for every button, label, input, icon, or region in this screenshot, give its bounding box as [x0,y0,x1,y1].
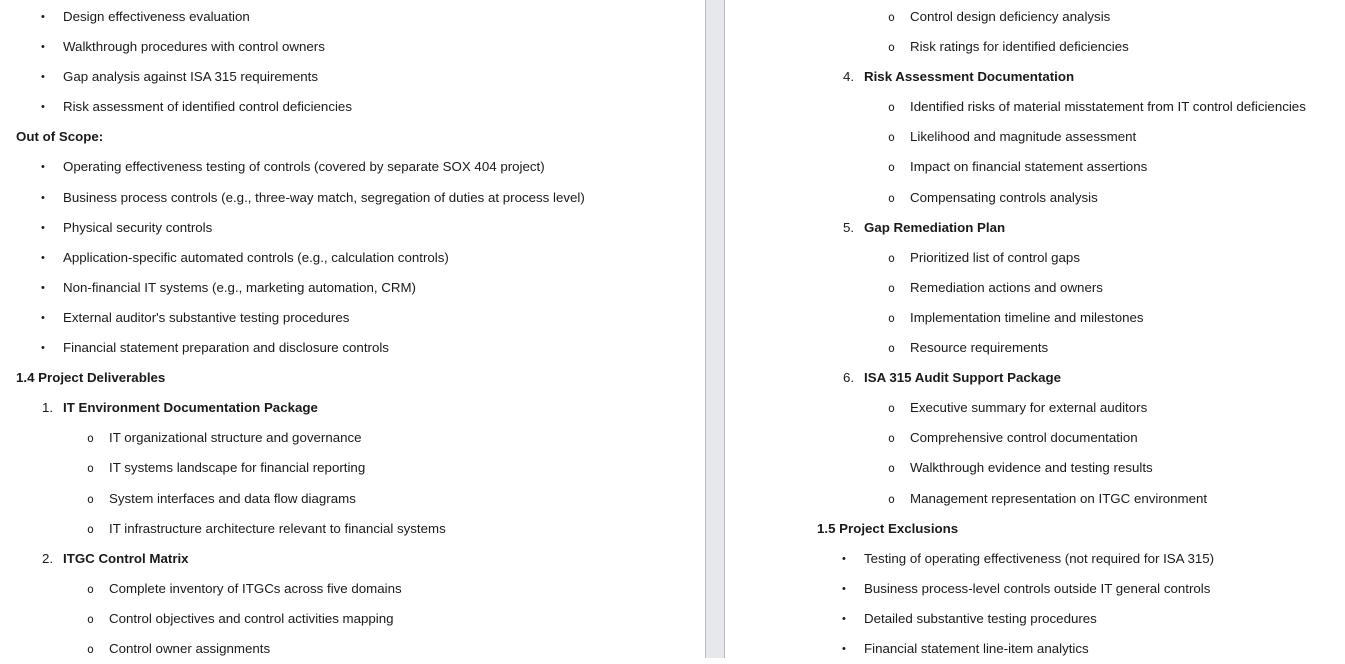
doc-line-sub [801,484,1345,514]
line-text: Compensating controls analysis [910,183,1098,213]
line-text: Testing of operating effectiveness (not required for ISA 315) [864,544,1214,574]
bullet-marker: • [41,2,45,32]
line-text: Application-specific automated controls (e.g., calculation controls) [63,243,449,273]
line-text: Likelihood and magnitude assessment [910,122,1136,152]
sub-bullet-marker: o [888,2,895,32]
doc-line-sub [801,243,1345,273]
sub-bullet-marker: o [87,453,94,483]
doc-line-bullet [801,574,1345,604]
line-text: Executive summary for external auditors [910,393,1147,423]
bullet-marker: • [842,634,846,664]
line-text: Comprehensive control documentation [910,423,1138,453]
line-text: Detailed substantive testing procedures [864,604,1097,634]
doc-line-heading [0,363,705,393]
sub-bullet-marker: o [888,423,895,453]
doc-line-sub [0,484,705,514]
doc-line-sub [801,393,1345,423]
line-text: Operating effectiveness testing of controls (covered by separate SOX 404 project) [63,152,545,182]
doc-line-sub [801,152,1345,182]
doc-line-sub [801,303,1345,333]
page-gutter-divider [705,0,725,658]
doc-line-bullet [0,303,705,333]
bullet-marker: • [41,152,45,182]
sub-bullet-marker: o [87,484,94,514]
line-text: ISA 315 Audit Support Package [864,363,1061,393]
line-text: Implementation timeline and milestones [910,303,1144,333]
doc-line-sub [801,122,1345,152]
doc-line-bullet [0,243,705,273]
sub-bullet-marker: o [888,333,895,363]
sub-bullet-marker: o [888,484,895,514]
doc-line-sub [0,423,705,453]
line-text: IT systems landscape for financial reporting [109,453,365,483]
sub-bullet-marker: o [888,32,895,62]
doc-line-sub [801,453,1345,483]
sub-bullet-marker: o [888,122,895,152]
doc-line-sub [801,423,1345,453]
doc-line-bullet [0,92,705,122]
doc-line-sub [801,32,1345,62]
doc-line-sub [0,634,705,664]
doc-line-bullet [0,152,705,182]
line-text: Risk assessment of identified control deficiencies [63,92,352,122]
doc-line-bullet [0,333,705,363]
line-text: Walkthrough evidence and testing results [910,453,1153,483]
doc-line-heading [0,122,705,152]
doc-line-number [0,393,705,423]
doc-line-bullet [801,544,1345,574]
line-text: System interfaces and data flow diagrams [109,484,356,514]
doc-line-sub [801,2,1345,32]
line-text: Risk ratings for identified deficiencies [910,32,1129,62]
sub-bullet-marker: o [888,92,895,122]
bullet-marker: • [842,604,846,634]
list-number-label: 2. [42,544,53,574]
bullet-marker: • [41,303,45,333]
line-text: Control objectives and control activities mapping [109,604,394,634]
sub-bullet-marker: o [888,183,895,213]
line-text: Gap Remediation Plan [864,213,1005,243]
line-text: Control owner assignments [109,634,270,664]
line-text: Complete inventory of ITGCs across five domains [109,574,402,604]
doc-line-sub [801,333,1345,363]
doc-line-sub [801,92,1345,122]
sub-bullet-marker: o [87,604,94,634]
doc-line-bullet [0,32,705,62]
line-text: Impact on financial statement assertions [910,152,1147,182]
doc-line-number [801,363,1345,393]
bullet-marker: • [41,32,45,62]
line-text: IT organizational structure and governance [109,423,362,453]
doc-line-bullet [0,183,705,213]
line-text: Design effectiveness evaluation [63,2,250,32]
line-text: Control design deficiency analysis [910,2,1110,32]
sub-bullet-marker: o [87,574,94,604]
section-heading-text: 1.5 Project Exclusions [817,514,958,544]
sub-bullet-marker: o [888,453,895,483]
doc-line-sub [0,514,705,544]
doc-line-sub [0,453,705,483]
doc-line-number [0,544,705,574]
doc-line-number [801,213,1345,243]
line-text: Identified risks of material misstatement from IT control deficiencies [910,92,1306,122]
doc-line-sub [801,183,1345,213]
document-page-right[interactable] [725,0,1345,658]
list-number-label: 4. [843,62,854,92]
doc-line-heading [801,514,1345,544]
sub-bullet-marker: o [888,243,895,273]
bullet-marker: • [41,62,45,92]
line-text: IT Environment Documentation Package [63,393,318,423]
sub-bullet-marker: o [888,273,895,303]
sub-bullet-marker: o [87,514,94,544]
page-right-content [801,0,1345,664]
doc-line-sub [0,574,705,604]
line-text: Prioritized list of control gaps [910,243,1080,273]
sub-bullet-marker: o [87,634,94,664]
doc-line-sub [0,604,705,634]
line-text: Remediation actions and owners [910,273,1103,303]
list-number-label: 5. [843,213,854,243]
line-text: Resource requirements [910,333,1048,363]
doc-line-bullet [0,273,705,303]
line-text: Risk Assessment Documentation [864,62,1074,92]
sub-bullet-marker: o [888,152,895,182]
line-text: Gap analysis against ISA 315 requirements [63,62,318,92]
sub-bullet-marker: o [888,393,895,423]
doc-line-bullet [0,213,705,243]
doc-line-bullet [801,634,1345,664]
doc-line-sub [801,273,1345,303]
bullet-marker: • [41,273,45,303]
line-text: ITGC Control Matrix [63,544,189,574]
bullet-marker: • [41,333,45,363]
list-number-label: 1. [42,393,53,423]
line-text: External auditor's substantive testing procedures [63,303,349,333]
sub-bullet-marker: o [87,423,94,453]
bullet-marker: • [41,213,45,243]
bullet-marker: • [41,243,45,273]
line-text: IT infrastructure architecture relevant to financial systems [109,514,446,544]
line-text: Physical security controls [63,213,212,243]
bullet-marker: • [41,92,45,122]
doc-line-number [801,62,1345,92]
line-text: Walkthrough procedures with control owners [63,32,325,62]
line-text: Financial statement line-item analytics [864,634,1089,664]
line-text: Business process-level controls outside IT general controls [864,574,1210,604]
line-text: Non-financial IT systems (e.g., marketing automation, CRM) [63,273,416,303]
line-text: Management representation on ITGC environment [910,484,1207,514]
bullet-marker: • [842,544,846,574]
line-text: Financial statement preparation and disclosure controls [63,333,389,363]
doc-line-bullet [0,2,705,32]
section-heading-text: 1.4 Project Deliverables [16,363,165,393]
bullet-marker: • [842,574,846,604]
doc-line-bullet [801,604,1345,634]
section-heading-text: Out of Scope: [16,122,103,152]
bullet-marker: • [41,183,45,213]
sub-bullet-marker: o [888,303,895,333]
list-number-label: 6. [843,363,854,393]
doc-line-bullet [0,62,705,92]
line-text: Business process controls (e.g., three-way match, segregation of duties at process level) [63,183,585,213]
